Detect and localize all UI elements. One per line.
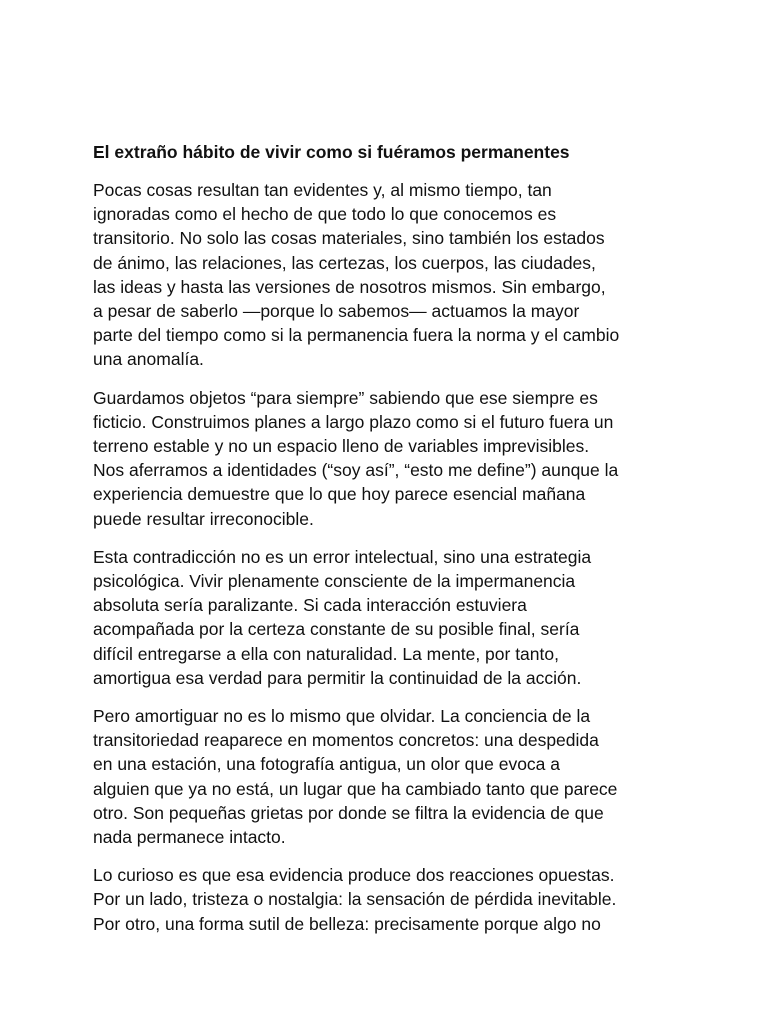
paragraph (93, 386, 683, 531)
text-line: otro. Son pequeñas grietas por donde se filtra la evidencia de que (93, 802, 604, 823)
text-line: a pesar de saberlo —porque lo sabemos— actuamos la mayor (93, 301, 580, 322)
text-line: Pero amortiguar no es lo mismo que olvidar. La conciencia de la (93, 706, 591, 727)
text-line: amortigua esa verdad para permitir la continuidad de la acción. (93, 667, 582, 688)
text-line: Por un lado, tristeza o nostalgia: la sensación de pérdida inevitable. (93, 889, 617, 910)
document-title: El extraño hábito de vivir como si fuéramos permanentes (93, 142, 570, 162)
text-line: nada permanece intacto. (93, 827, 286, 848)
document-page (93, 140, 683, 950)
text-line: parte del tiempo como si la permanencia fuera la norma y el cambio (93, 325, 620, 346)
text-line: las ideas y hasta las versiones de nosotros mismos. Sin embargo, (93, 276, 606, 297)
paragraph (93, 545, 683, 690)
text-line: experiencia demuestre que lo que hoy parece esencial mañana (93, 484, 586, 505)
text-line: transitorio. No solo las cosas materiales, sino también los estados (93, 228, 605, 249)
text-line: psicológica. Vivir plenamente consciente de la impermanencia (93, 571, 576, 592)
text-line: de ánimo, las relaciones, las certezas, los cuerpos, las ciudades, (93, 252, 596, 273)
text-line: puede resultar irreconocible. (93, 508, 314, 529)
text-line: Guardamos objetos “para siempre” sabiendo que ese siempre es (93, 387, 598, 408)
text-line: ignoradas como el hecho de que todo lo que conocemos es (93, 204, 557, 225)
text-line: transitoriedad reaparece en momentos concretos: una despedida (93, 730, 599, 751)
text-line: terreno estable y no un espacio lleno de variables imprevisibles. (93, 436, 590, 457)
text-line: Nos aferramos a identidades (“soy así”, “esto me define”) aunque la (93, 460, 619, 481)
text-line: Pocas cosas resultan tan evidentes y, al mismo tiempo, tan (93, 180, 552, 200)
text-line: Esta contradicción no es un error intelectual, sino una estrategia (93, 546, 592, 567)
text-line: difícil entregarse a ella con naturalidad. La mente, por tanto, (93, 643, 559, 664)
paragraph (93, 863, 683, 936)
text-line: Por otro, una forma sutil de belleza: precisamente porque algo no (93, 913, 601, 934)
text-line: alguien que ya no está, un lugar que ha cambiado tanto que parece (93, 778, 618, 799)
text-line: ficticio. Construimos planes a largo plazo como si el futuro fuera un (93, 411, 614, 432)
document-body (93, 178, 683, 936)
paragraph (93, 178, 683, 372)
text-line: una anomalía. (93, 349, 204, 370)
text-line: acompañada por la certeza constante de su posible final, sería (93, 619, 580, 640)
text-line: Lo curioso es que esa evidencia produce dos reacciones opuestas. (93, 865, 615, 886)
text-line: absoluta sería paralizante. Si cada interacción estuviera (93, 595, 527, 616)
text-line: en una estación, una fotografía antigua, un olor que evoca a (93, 754, 561, 775)
paragraph (93, 704, 683, 849)
